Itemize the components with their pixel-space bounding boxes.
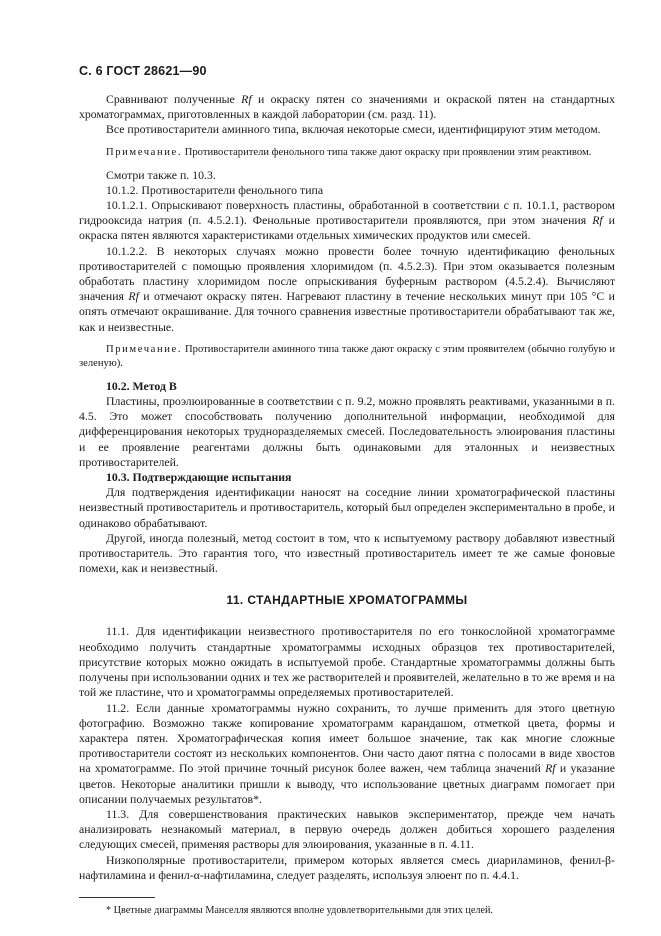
footnote: * Цветные диаграммы Манселля являются вполне удовлетворительными для этих целей. (106, 904, 493, 916)
paragraph: 11.2. Если данные хроматограммы нужно сохранить, то лучше применить для этого цветную фотографию. Возможно также копирование хроматограмм карандашом, отметкой цвета, формы и характера пятен. Хроматографическая копия имеет большое значение, так как многие сложные противостарители состоят из нескольких компонентов. Они часто дают пятна с полосами в виде хвостов на хроматограмме. По этой причине точный рисунок более важен, чем таблица значений Rf и указание цветов. Некоторые аналитики пришли к выводу, что использование цветных диаграмм помогает при описании получаемых результатов*. (79, 700, 615, 806)
document-body (79, 92, 615, 917)
subsection-heading: 10.2. Метод В (106, 378, 177, 393)
paragraph: Низкополярные противостарители, примером которых является смесь диариламинов, фенил-β-нафтиламина и фенил-α-нафтиламина, следует разделять, используя элюент по п. 4.4.1. (79, 852, 615, 882)
note: Примечание. Противостарители фенольного типа также дают окраску при проявлении этим реактивом. (106, 146, 592, 158)
subsection-heading: 10.3. Подтверждающие испытания (106, 470, 292, 485)
paragraph: 10.1.2.1. Опрыскивают поверхность пластины, обработанной в соответствии с п. 10.1.1, раствором гидрооксида натрия (п. 4.5.2.1). Фенольные противостарители проявляются, при этом значения Rf и окраска пятен являются характеристиками отдельных химических продуктов или смесей. (79, 198, 615, 243)
paragraph: 10.1.2. Противостарители фенольного типа (106, 182, 324, 197)
note: Примечание. Противостарители аминного типа также дают окраску с этим проявителем (обычно голубую и зеленую). (79, 343, 615, 369)
paragraph: 11.3. Для совершенствования практических навыков экспериментатор, прежде чем начать анализировать незнакомый материал, в первую очередь должен добиться хорошего разделения следующих смесей, применяя растворы для элюирования, указанные в п. 4.11. (79, 806, 615, 852)
paragraph: Смотри также п. 10.3. (106, 167, 216, 182)
paragraph: Для подтверждения идентификации наносят на соседние линии хроматографической пластины неизвестный противостаритель и противостаритель, который был определен экспериментально в пробе, и одинаково обрабатывают. (79, 485, 615, 530)
footnote-divider (79, 897, 155, 898)
paragraph: Сравнивают полученные Rf и окраску пятен со значениями и окраской пятен на стандартных хроматограммах, приготовленных в каждой лаборатории (см. разд. 11). (79, 92, 615, 122)
paragraph: Пластины, проэлюированные в соответствии с п. 9.2, можно проявлять реактивами, указанными в п. 4.5. Это может способствовать получению дополнительной информации, необходимой для дифференцирования некоторых трудноразделяемых смесей. Последовательность элюирования пластины и ее проявление реагентами должны быть одинаковыми для эталонных и неизвестных противостарителей. (79, 394, 615, 469)
paragraph: 11.1. Для идентификации неизвестного противостарителя по его тонкослойной хроматограмме необходимо получить стандартные хроматограммы исходных образцов тех противостарителей, присутствие которых можно ожидать в испытуемой пробе. Стандартные хроматограммы должны быть получены при использовании одних и тех же растворителей и проявителей, желательно в то же время и на той же пластине, что и хроматограммы определяемых противостарителей. (79, 624, 615, 700)
page-header: С. 6 ГОСТ 28621—90 (79, 64, 207, 78)
paragraph: Другой, иногда полезный, метод состоит в том, что к испытуемому раствору добавляют известный противостаритель. Это гарантия того, что известный противостаритель имеет те же самые фоновые помехи, как и неизвестный. (79, 530, 615, 576)
section-title: 11. СТАНДАРТНЫЕ ХРОМАТОГРАММЫ (226, 593, 468, 608)
paragraph: Все противостарители аминного типа, включая некоторые смеси, идентифицируют этим методом. (106, 122, 601, 137)
paragraph: 10.1.2.2. В некоторых случаях можно провести более точную идентификацию фенольных противостарителей с помощью проявления хлоримидом (п. 4.5.2.3). При этом оказывается полезным обработать пластину хлоримидом после опрыскивания буферным раствором (4.5.2.4). Вычисляют значения Rf и отмечают окраску пятен. Нагревают пластину в течение нескольких минут при 105 °С и опять отмечают окрашивание. Для точного сравнения известные противостарители обрабатывают так же, как и неизвестные. (79, 243, 615, 334)
